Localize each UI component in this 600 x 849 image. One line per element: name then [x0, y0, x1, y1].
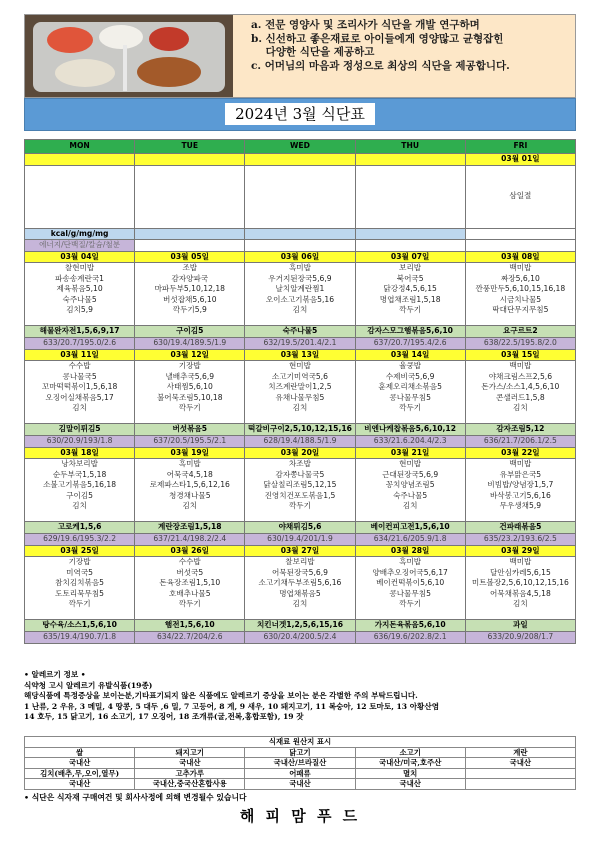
- food-item: 율쿵밥: [399, 361, 422, 370]
- origin-cell: [465, 779, 575, 790]
- food-cell: [465, 263, 575, 326]
- nutrition-value: 630/20.9/193/1.8: [25, 436, 135, 448]
- food-item: 콩나물국5: [62, 371, 97, 381]
- food-item: 깍두기: [288, 501, 311, 510]
- special-row: [25, 326, 576, 338]
- food-item: 어묵된장국5,6,9: [271, 567, 328, 577]
- food-item: 닭살칠리조림5,12,15: [263, 480, 337, 489]
- food-row: [25, 263, 576, 326]
- date-cell: 03월 01일: [465, 154, 575, 166]
- origin-title: 식재료 원산지 표시: [25, 737, 576, 748]
- nutrition-row: [25, 338, 576, 350]
- special-dish: 야채튀김5,6: [245, 522, 355, 534]
- special-dish: 요구르트2: [465, 326, 575, 338]
- food-item: 도토리묵무침5: [55, 588, 105, 598]
- date-cell: 03월 14일: [355, 349, 465, 361]
- origin-cell: 김치(배추,무,오이,열무): [25, 768, 135, 779]
- origin-cell: 소고기: [355, 747, 465, 758]
- food-item: 김치: [72, 501, 87, 510]
- food-cell: [25, 361, 135, 424]
- food-item: 날치알계란찜1: [275, 284, 325, 293]
- nutrition-value: 633/20.9/208/1.7: [465, 632, 575, 644]
- food-item: 참치김치볶음5: [55, 578, 105, 587]
- food-item: 콘샐러드1,5,8: [496, 392, 545, 402]
- food-cell: [355, 361, 465, 424]
- special-dish: 탕수육/소스1,5,6,10: [25, 620, 135, 632]
- origin-cell: 국내산,중국산혼합사용: [135, 779, 245, 790]
- food-cell: [25, 263, 135, 326]
- food-item: 흑미밥: [399, 557, 422, 566]
- special-dish: 숙주나물5: [245, 326, 355, 338]
- nutrition-value: 630/19.4/201/1.9: [245, 534, 355, 546]
- nutrition-value: 634/21.6/205.9/1.8: [355, 534, 465, 546]
- date-cell: 03월 27일: [245, 545, 355, 557]
- kcal-label: kcal/g/mg/mg: [25, 228, 135, 240]
- page-title-bar: [24, 98, 576, 131]
- date-cell: 03월 28일: [355, 545, 465, 557]
- food-item: 근대된장국5,6,9: [382, 469, 439, 479]
- food-item: 명엽채조림1,5,18: [379, 294, 441, 304]
- food-item: 소고기미역국5,6: [271, 371, 329, 381]
- food-item: 흑미밥: [178, 459, 201, 468]
- note-line: 식약청 고시 알레르기 유발식품(19종): [24, 680, 153, 690]
- origin-row: [25, 758, 576, 769]
- day-tue: TUE: [135, 140, 245, 154]
- food-item: 낼배추국5,6,9: [165, 371, 215, 381]
- food-item: 백미밥: [509, 459, 532, 468]
- food-item: 달안심카레5,6,15: [489, 567, 551, 577]
- food-item: 훈제오리채소볶음5: [378, 382, 442, 391]
- food-item: 청경채나물5: [169, 490, 211, 500]
- food-item: 깍두기: [399, 403, 422, 412]
- special-dish: 해물완자전1,5,6,9,17: [25, 326, 135, 338]
- date-row: [25, 545, 576, 557]
- food-item: 양배추오징어국5,6,17: [372, 567, 448, 577]
- food-item: 버섯잡채5,6,10: [163, 294, 217, 304]
- food-item: 짜장5,6,10: [500, 273, 540, 283]
- holiday-cell: 삼일절: [465, 165, 575, 228]
- food-cell: [355, 263, 465, 326]
- food-item: 소불고기볶음5,16,18: [43, 480, 117, 489]
- page-title: 2024년 3월 식단표: [225, 103, 375, 125]
- food-item: 로제파스타1,5,6,12,16: [149, 480, 230, 489]
- nutrition-value: 638/22.5/195.8/2.0: [465, 338, 575, 350]
- food-item: 차조밥: [288, 459, 311, 468]
- origin-cell: 어패류: [245, 768, 355, 779]
- food-item: 유부맑은국5: [499, 469, 542, 479]
- food-cell: [465, 459, 575, 522]
- date-cell: 03월 11일: [25, 349, 135, 361]
- date-cell: 03월 12일: [135, 349, 245, 361]
- food-item: 소고기채두부조림5,6,16: [258, 578, 342, 587]
- food-item: 불어묵조림5,10,18: [156, 392, 223, 402]
- origin-row: [25, 747, 576, 758]
- food-item: 현미밥: [399, 459, 422, 468]
- origin-cell: 국내산: [25, 758, 135, 769]
- origin-cell: 국내산: [465, 758, 575, 769]
- date-cell: 03월 04일: [25, 251, 135, 263]
- food-item: 닭강정4,5,6,15: [383, 284, 437, 293]
- food-cell: [355, 459, 465, 522]
- food-item: 깍두기: [399, 305, 422, 314]
- slogan-line: a. 전문 영양사 및 조리사가 식단을 개발 연구하며: [251, 19, 480, 31]
- food-item: 유채나물무침5: [275, 392, 325, 402]
- date-cell: 03월 15일: [465, 349, 575, 361]
- food-item: 마파두부5,10,12,18: [154, 284, 225, 293]
- special-row: [25, 620, 576, 632]
- food-cell: [245, 361, 355, 424]
- food-item: 진영치건포도볶음1,5: [264, 490, 336, 500]
- nutrition-value: 633/21.6.204.4/2.3: [355, 436, 465, 448]
- food-cell: [135, 361, 245, 424]
- food-item: 현미밥: [288, 361, 311, 370]
- meal-tray-photo: [25, 15, 233, 97]
- food-item: 깍두기: [399, 599, 422, 608]
- food-item: 돈가스/소스1,4,5,6,10: [481, 382, 560, 391]
- nutrition-value: 637/20.5/195.5/2.1: [135, 436, 245, 448]
- nutrition-value: 633/20.7/195.0/2.6: [25, 338, 135, 350]
- origin-cell: 계란: [465, 747, 575, 758]
- food-item: 찰보리밥: [285, 557, 315, 566]
- food-item: 수수밥: [178, 557, 201, 566]
- food-item: 딱대단무지무침5: [492, 305, 549, 314]
- food-cell: [245, 459, 355, 522]
- date-cell: 03월 20일: [245, 447, 355, 459]
- date-row: [25, 349, 576, 361]
- date-cell: 03월 22일: [465, 447, 575, 459]
- special-dish: 치킨너겟1,2,5,6,15,16: [245, 620, 355, 632]
- food-item: 치즈계란말이1,2,5: [268, 382, 332, 391]
- food-item: 김치: [513, 403, 528, 412]
- food-item: 깍두기: [178, 403, 201, 412]
- food-item: 돈육장조림1,5,10: [159, 578, 221, 587]
- special-dish: 과일: [465, 620, 575, 632]
- special-dish: 떡갈비구이2,5,10,12,15,16: [245, 424, 355, 436]
- origin-cell: 국내산/브라질산: [245, 758, 355, 769]
- origin-cell: 쌀: [25, 747, 135, 758]
- food-item: 오이소고기볶음5,16: [265, 294, 335, 304]
- special-dish: 계란장조림1,5,18: [135, 522, 245, 534]
- food-item: 콩나물무침5: [389, 588, 431, 598]
- origin-table: [24, 736, 576, 790]
- food-item: 어묵국4,5,18: [166, 469, 213, 479]
- footnote: • 식단은 식자재 구매여건 및 회사사정에 의해 변경될수 있습니다: [24, 793, 247, 802]
- company-name: 해 피 맘 푸 드: [239, 807, 361, 825]
- origin-cell: 국내산: [135, 758, 245, 769]
- food-item: 수제비국5,6,9: [385, 371, 435, 381]
- header-banner: [24, 14, 576, 98]
- food-item: 구이김5: [66, 490, 94, 500]
- food-item: 순두부국1,5,18: [52, 469, 107, 479]
- nutrition-value: 630/19.4/189.5/1.9: [135, 338, 245, 350]
- date-row: [25, 251, 576, 263]
- nutrition-value: 628/19.4/188.5/1.9: [245, 436, 355, 448]
- nutrition-value: 635/19.4/190.7/1.8: [25, 632, 135, 644]
- food-item: 흑미밥: [288, 263, 311, 272]
- date-cell: 03월 08일: [465, 251, 575, 263]
- food-cell: [25, 459, 135, 522]
- food-item: 백미밥: [509, 557, 532, 566]
- allergy-notes: [24, 670, 576, 723]
- food-item: 숙주나물5: [62, 294, 97, 304]
- food-row: [25, 361, 576, 424]
- nutrition-value: 634/22.7/204/2.6: [135, 632, 245, 644]
- special-dish: 김말이튀김5: [25, 424, 135, 436]
- note-line: 1 난류, 2 우유, 3 메밀, 4 땅콩, 5 대두 ,6 밀, 7 고등어, 8 게, 9 새우, 10 돼지고기, 11 복숭아, 12 토마토, 13 아황산염: [24, 701, 440, 711]
- special-dish: 햄전1,5,6,10: [135, 620, 245, 632]
- origin-row: [25, 779, 576, 790]
- food-cell: [245, 557, 355, 620]
- food-item: 북어국5: [396, 273, 424, 283]
- nutrition-row: [25, 632, 576, 644]
- day-header-row: [25, 140, 576, 154]
- food-cell: [135, 263, 245, 326]
- origin-cell: 고추가루: [135, 768, 245, 779]
- food-item: 미트볼장2,5,6,10,12,15,16: [471, 578, 569, 587]
- nutrition-value: 636/19.6/202.8/2.1: [355, 632, 465, 644]
- nutri-label-row: [25, 240, 576, 252]
- food-item: 우거지된장국5,6,9: [268, 273, 332, 283]
- food-item: 감자양파국: [171, 273, 209, 283]
- note-line: 해당식품에 특정증상을 보이는분,기타표기되지 않은 식품에도 알레르기 증상을 보이는 분은 각별한 주의 부탁드립니다.: [24, 691, 418, 700]
- food-item: 김치: [292, 305, 308, 314]
- food-item: 시금치나물5: [499, 294, 542, 304]
- food-item: 제육볶음5,10: [56, 284, 103, 293]
- food-item: 김치: [292, 599, 308, 608]
- date-cell: 03월 26일: [135, 545, 245, 557]
- day-thu: THU: [355, 140, 465, 154]
- food-item: 감자쫑나물국5: [275, 469, 325, 479]
- origin-cell: [465, 768, 575, 779]
- food-cell: [135, 459, 245, 522]
- food-item: 깍두기: [178, 599, 201, 608]
- special-dish: 감자조림5,12: [465, 424, 575, 436]
- food-cell: [465, 361, 575, 424]
- day-mon: MON: [25, 140, 135, 154]
- origin-cell: 국내산: [25, 779, 135, 790]
- nutrition-row: [25, 436, 576, 448]
- origin-cell: 국내산: [245, 779, 355, 790]
- special-dish: 구이김5: [135, 326, 245, 338]
- date-cell: 03월 13일: [245, 349, 355, 361]
- nutrition-value: 632/19.5/201.4/2.1: [245, 338, 355, 350]
- special-dish: 비엔나케찹볶음5,6,10,12: [355, 424, 465, 436]
- food-item: 꼬마떡떡볶이1,5,6,18: [41, 382, 118, 391]
- special-dish: 고로케1,5,6: [25, 522, 135, 534]
- food-item: 김치5,9: [66, 305, 93, 314]
- food-item: 보리밥: [399, 263, 422, 272]
- slogan-line: 다양한 식단을 제공하고: [251, 46, 375, 58]
- date-cell: 03월 18일: [25, 447, 135, 459]
- day-fri: FRI: [465, 140, 575, 154]
- food-item: 명엽채볶음5: [279, 588, 321, 598]
- food-row: [25, 459, 576, 522]
- nutrition-value: 637/20.7/195.4/2.6: [355, 338, 465, 350]
- food-item: 버섯국5: [176, 567, 204, 577]
- date-cell: 03월 05일: [135, 251, 245, 263]
- food-cell: [355, 557, 465, 620]
- day-wed: WED: [245, 140, 355, 154]
- origin-row: [25, 768, 576, 779]
- food-item: 수수밥: [68, 361, 91, 370]
- food-item: 깍두기: [68, 599, 91, 608]
- kcal-row: [25, 228, 576, 240]
- date-cell: 03월 19일: [135, 447, 245, 459]
- food-item: 기장밥: [178, 361, 201, 370]
- food-item: 김치: [513, 599, 528, 608]
- nutrition-value: 630/20.4/200.5/2.4: [245, 632, 355, 644]
- special-dish: 감자스모그햄볶음5,6,10: [355, 326, 465, 338]
- nutrition-value: 629/19.6/195.3/2.2: [25, 534, 135, 546]
- nutrition-value: 636/21.7/206.1/2.5: [465, 436, 575, 448]
- food-item: 깐풍만두5,6,10,15,16,18: [475, 284, 566, 293]
- food-item: 깍두기5,9: [172, 305, 207, 314]
- food-item: 숙주나물5: [393, 490, 428, 500]
- food-item: 사태찜5,6,10: [166, 382, 213, 391]
- food-item: 콩나물무침5: [389, 392, 431, 402]
- date-row: [25, 154, 576, 166]
- nutrition-value: 635/23.2/193.6/2.5: [465, 534, 575, 546]
- food-item: 무우생채5,9: [499, 501, 542, 510]
- food-item: 미역국5: [66, 567, 94, 577]
- food-cell: [25, 557, 135, 620]
- origin-cell: 국내산/미국,호주산: [355, 758, 465, 769]
- food-item: 어묵채볶음4,5,18: [489, 588, 551, 598]
- food-item: 김치: [292, 403, 308, 412]
- special-dish: 베이컨피고전1,5,6,10: [355, 522, 465, 534]
- food-item: 김치: [402, 501, 418, 510]
- nutrition-row: [25, 534, 576, 546]
- food-item: 비빔밥/양념장1,5,7: [487, 480, 554, 489]
- special-dish: 버섯볶음5: [135, 424, 245, 436]
- date-cell: 03월 06일: [245, 251, 355, 263]
- food-cell: [135, 557, 245, 620]
- food-item: 꽁치양념조림5: [385, 480, 435, 489]
- food-row: [25, 557, 576, 620]
- note-line: • 알레르기 정보 •: [24, 670, 86, 679]
- date-cell: 03월 07일: [355, 251, 465, 263]
- food-item: 베이컨떡볶이5,6,10: [376, 578, 445, 587]
- special-dish: 가지돈육볶음5,6,10: [355, 620, 465, 632]
- food-cell: [465, 557, 575, 620]
- food-item: 호배추나물5: [169, 588, 211, 598]
- food-item: 야채크림스프2,5,6: [488, 371, 553, 381]
- special-row: [25, 424, 576, 436]
- food-item: 바삭봉고기5,6,16: [489, 490, 551, 500]
- date-cell: 03월 21일: [355, 447, 465, 459]
- food-item: 백미밥: [509, 361, 532, 370]
- note-line: 14 호두, 15 닭고기, 16 소고기, 17 오징어, 18 조개류(굴,전복,홍합포함), 19 잣: [24, 712, 304, 721]
- origin-cell: 닭고기: [245, 747, 355, 758]
- slogan-list: [233, 15, 575, 97]
- food-item: 기장밥: [68, 557, 91, 566]
- nutri-label: 에너지/단백질/칼슘/철분: [25, 240, 135, 252]
- food-item: 찰현미밥: [64, 263, 95, 272]
- food-item: 파송송계란국1: [55, 273, 105, 283]
- origin-cell: 멸치: [355, 768, 465, 779]
- origin-cell: 국내산: [355, 779, 465, 790]
- food-cell: [245, 263, 355, 326]
- date-cell: 03월 25일: [25, 545, 135, 557]
- special-dish: 건파래볶음5: [465, 522, 575, 534]
- food-item: 오징어실채볶음5,17: [45, 392, 114, 402]
- food-item: 조밥: [182, 263, 198, 272]
- special-row: [25, 522, 576, 534]
- origin-cell: 돼지고기: [135, 747, 245, 758]
- slogan-line: b. 신선하고 좋은재료로 아이들에게 영양많고 균형잡힌: [251, 32, 504, 45]
- food-item: 낭차보리밥: [61, 459, 98, 468]
- food-row: [25, 165, 576, 228]
- date-row: [25, 447, 576, 459]
- food-item: 김치: [72, 403, 87, 412]
- menu-table: [24, 139, 576, 644]
- food-item: 김치: [182, 501, 198, 510]
- slogan-line: c. 어머님의 마음과 정성으로 최상의 식단을 제공합니다.: [251, 59, 510, 72]
- food-item: 백미밥: [509, 263, 532, 272]
- nutrition-value: 637/21.4/198.2/2.4: [135, 534, 245, 546]
- date-cell: 03월 29일: [465, 545, 575, 557]
